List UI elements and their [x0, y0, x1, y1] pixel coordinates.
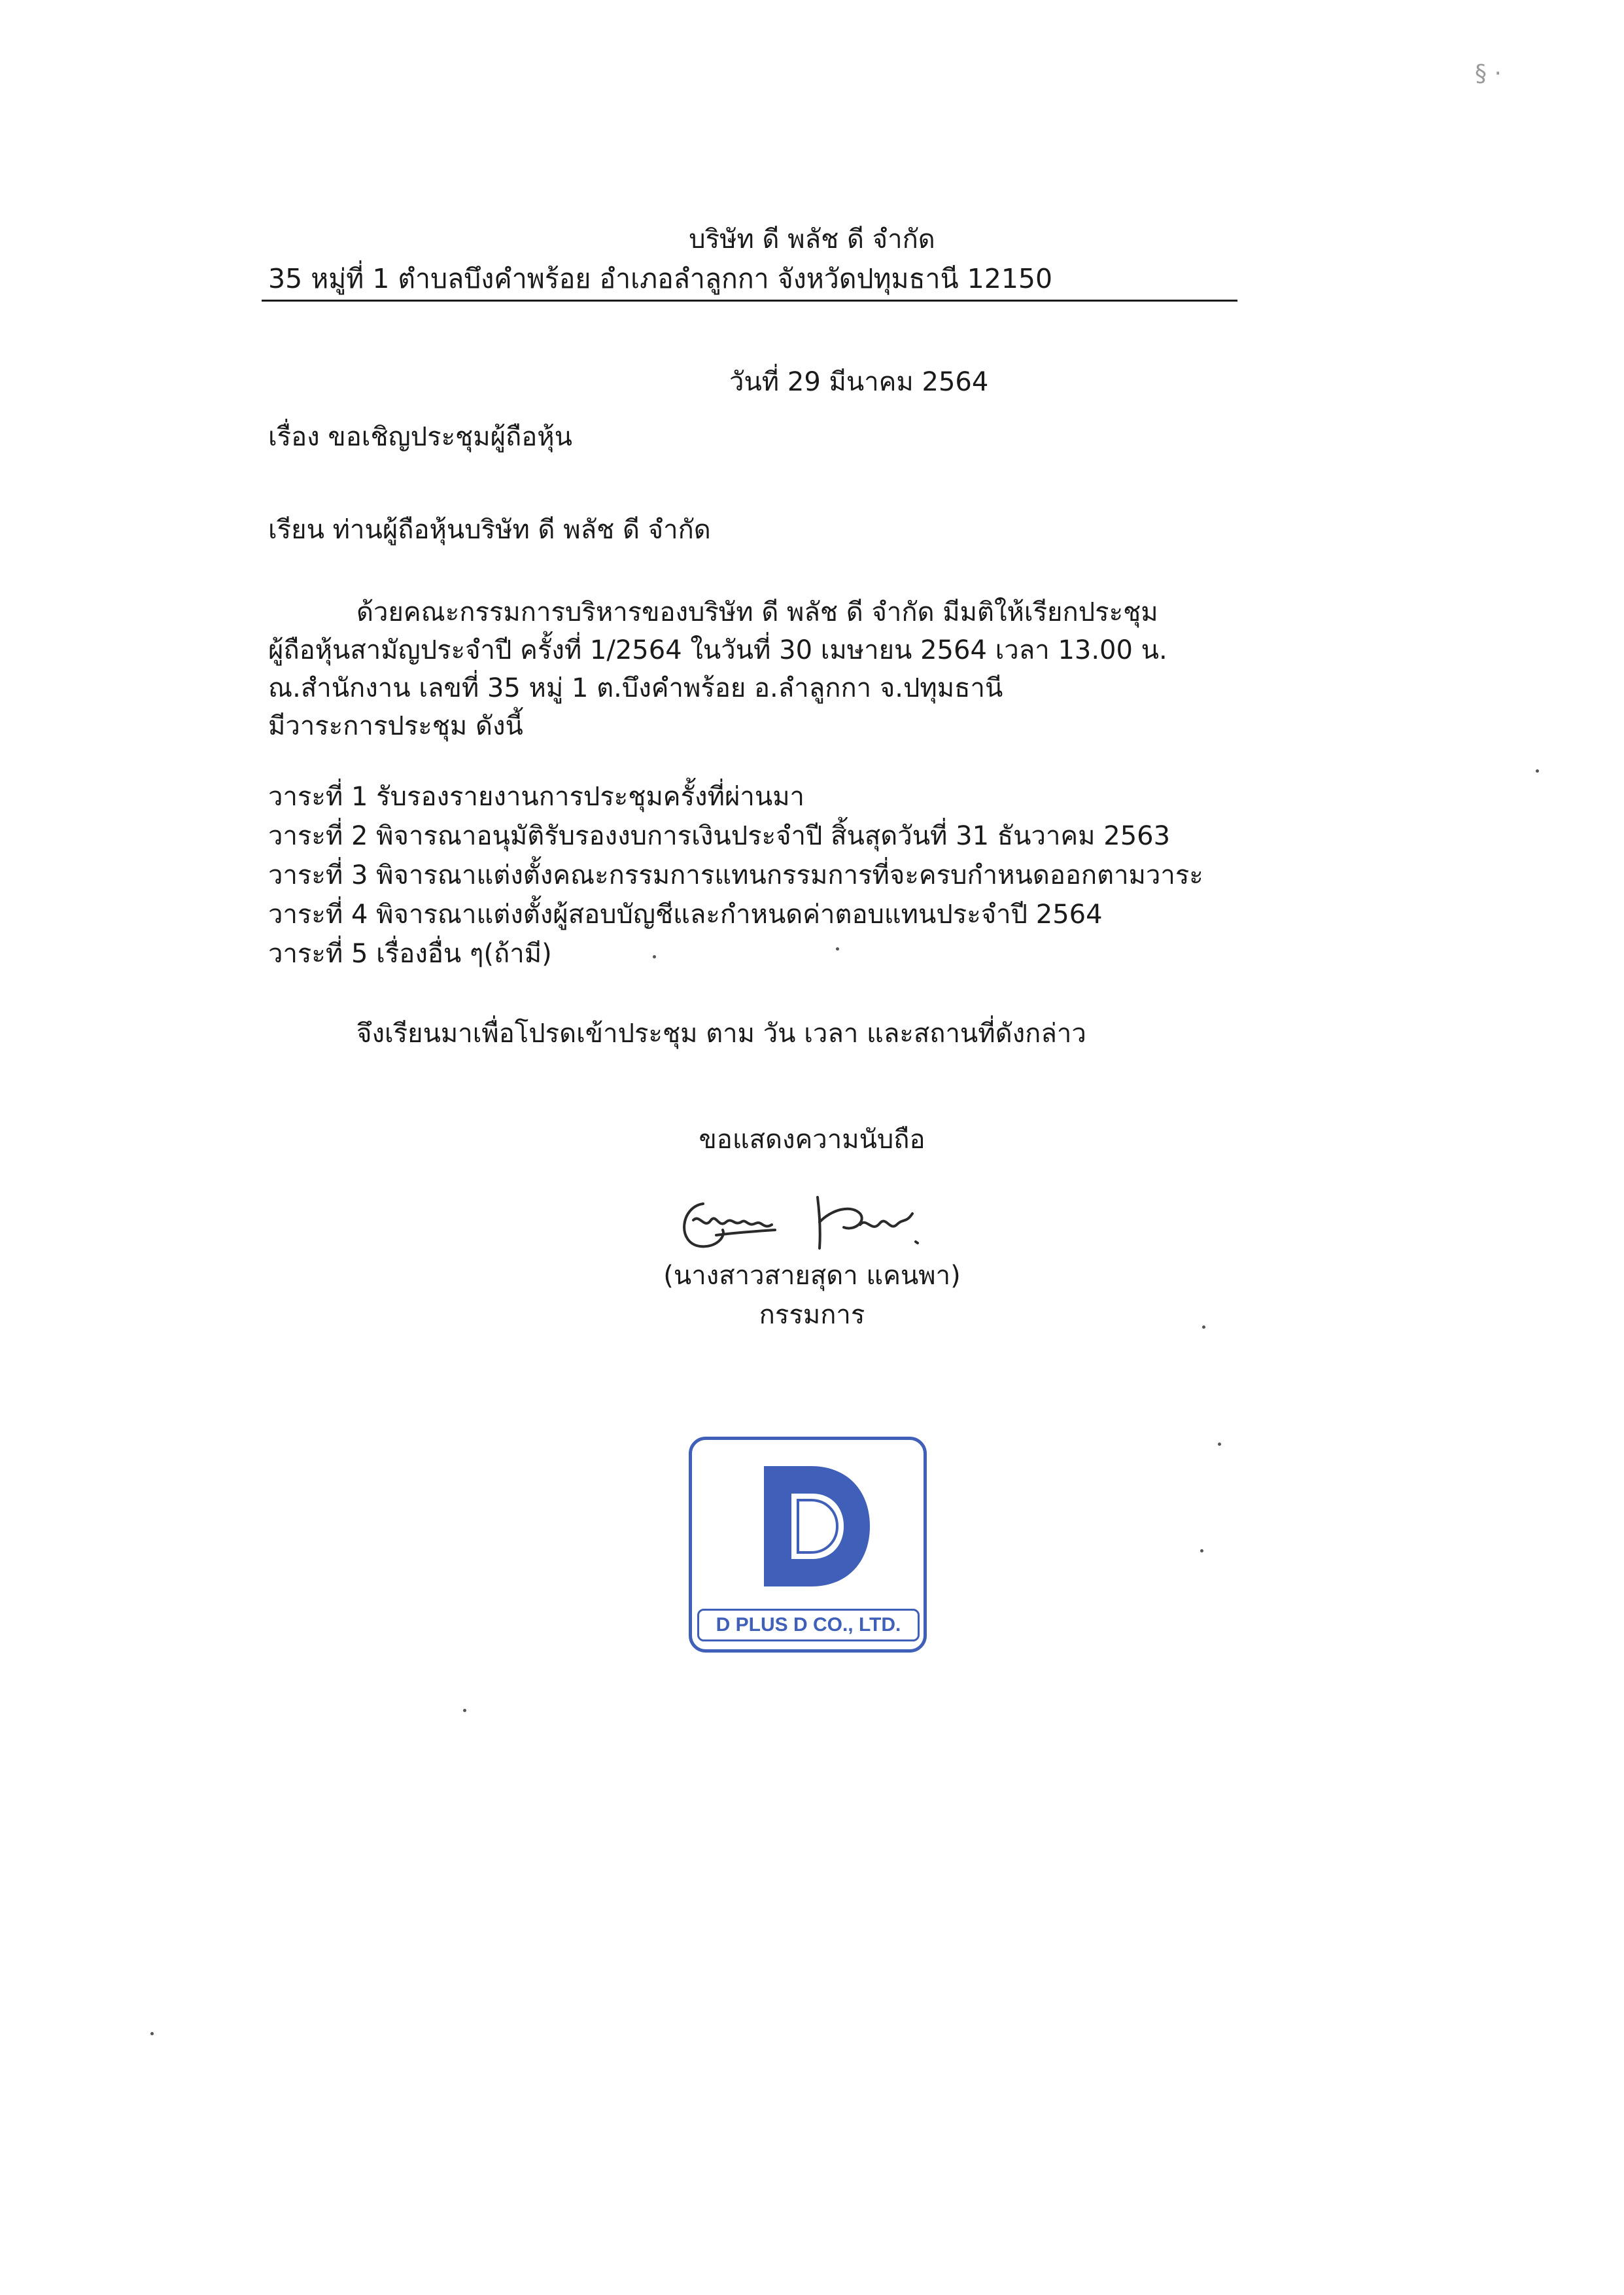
company-stamp [689, 1437, 927, 1653]
company-address: 35 หมู่ที่ 1 ตำบลบึงคำพร้อย อำเภอลำลูกกา จังหวัดปทุมธานี 12150 [268, 263, 1053, 294]
speck [1536, 769, 1539, 773]
letter-date: วันที่ 29 มีนาคม 2564 [729, 367, 989, 397]
stamp-company-text: D PLUS D CO., LTD. [697, 1609, 920, 1641]
speck [1202, 1325, 1205, 1329]
letter-subject: เรื่อง ขอเชิญประชุมผู้ถือหุ้น [268, 422, 572, 452]
signatory-title: กรรมการ [759, 1300, 865, 1330]
corner-mark-icon: § · [1475, 60, 1502, 87]
speck [1200, 1549, 1203, 1552]
regards-line: ขอแสดงความนับถือ [699, 1125, 925, 1155]
signatory-name: (นางสาวสายสุดา แคนพา) [663, 1261, 961, 1291]
agenda-item-1: วาระที่ 1 รับรองรายงานการประชุมครั้งที่ผ่านมา [268, 782, 805, 812]
body-line-1: ด้วยคณะกรรมการบริหารของบริษัท ดี พลัช ดี จำกัด มีมติให้เรียกประชุม [356, 597, 1158, 627]
stamp-d-logo-icon [757, 1461, 875, 1592]
speck [463, 1709, 466, 1712]
agenda-item-3: วาระที่ 3 พิจารณาแต่งตั้งคณะกรรมการแทนกรรมการที่จะครบกำหนดออกตามวาระ [268, 860, 1203, 890]
body-line-3: ณ.สำนักงาน เลขที่ 35 หมู่ 1 ต.บึงคำพร้อย อ.ลำลูกกา จ.ปทุมธานี [268, 673, 1003, 703]
body-line-4: มีวาระการประชุม ดังนี้ [268, 711, 523, 741]
company-name: บริษัท ดี พลัช ดี จำกัด [689, 224, 935, 254]
agenda-item-5: วาระที่ 5 เรื่องอื่น ๆ(ถ้ามี) [268, 939, 552, 969]
agenda-item-4: วาระที่ 4 พิจารณาแต่งตั้งผู้สอบบัญชีและกำหนดค่าตอบแทนประจำปี 2564 [268, 900, 1103, 930]
signature-icon [664, 1184, 945, 1256]
speck [150, 2032, 154, 2035]
speck [653, 955, 656, 958]
closing-line: จึงเรียนมาเพื่อโปรดเข้าประชุม ตาม วัน เวลา และสถานที่ดังกล่าว [356, 1019, 1086, 1049]
header-divider [262, 300, 1237, 302]
speck [1218, 1443, 1221, 1446]
agenda-item-2: วาระที่ 2 พิจารณาอนุมัติรับรองงบการเงินประจำปี สิ้นสุดวันที่ 31 ธันวาคม 2563 [268, 821, 1171, 851]
letter-recipient: เรียน ท่านผู้ถือหุ้นบริษัท ดี พลัช ดี จำกัด [268, 515, 711, 545]
speck [836, 947, 839, 951]
body-line-2: ผู้ถือหุ้นสามัญประจำปี ครั้งที่ 1/2564 ในวันที่ 30 เมษายน 2564 เวลา 13.00 น. [268, 635, 1167, 665]
